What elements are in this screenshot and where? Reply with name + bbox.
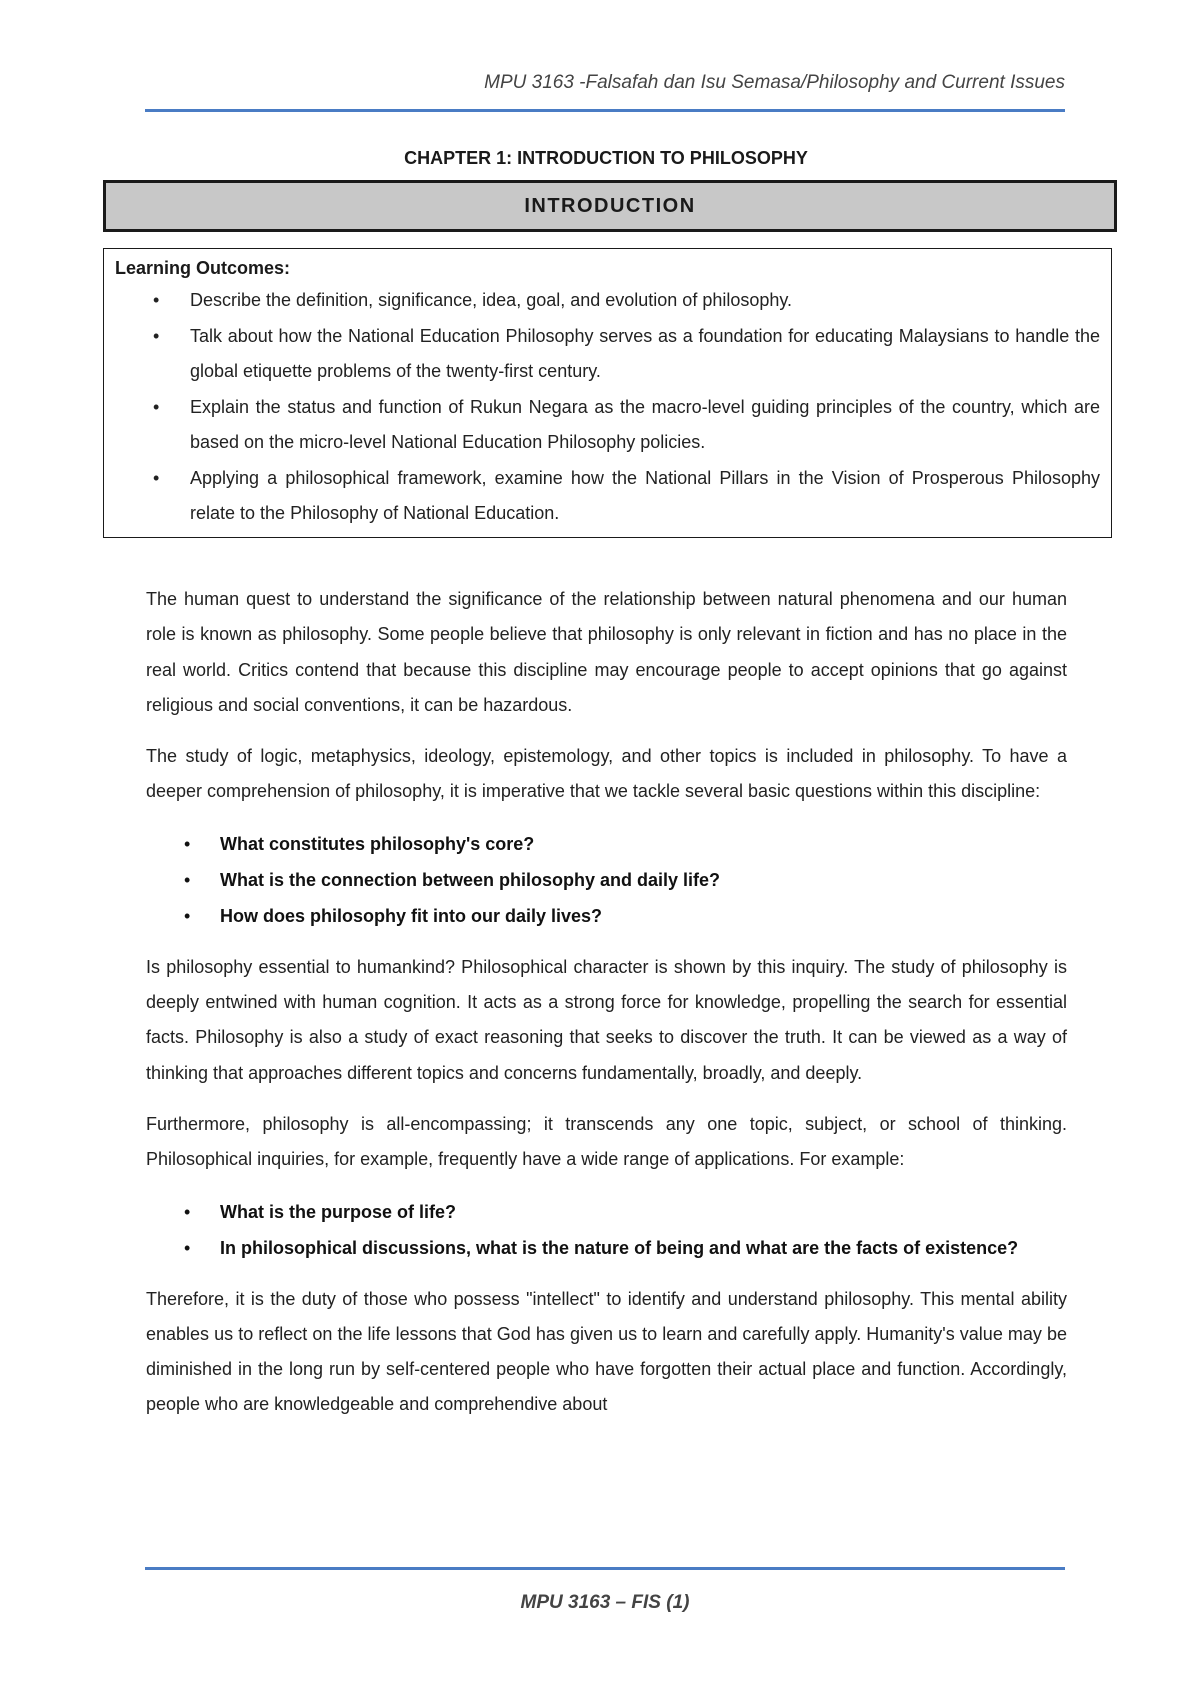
paragraph: Is philosophy essential to humankind? Philosophical character is shown by this inquiry. The study of philosophy is deeply entwined with human cognition. It acts as a strong force for knowledge, propelling the search for essential facts. Philosophy is also a study of exact reasoning that seeks to discover the truth. It can be viewed as a way of thinking that approaches different topics and concerns fundamentally, broadly, and deeply. (146, 956, 1067, 1083)
paragraph: Furthermore, philosophy is all-encompassing; it transcends any one topic, subject, or school of thinking. Philosophical inquiries, for example, frequently have a wide range of applications. For example: (146, 1113, 1067, 1170)
question-item: • What is the purpose of life? (146, 1194, 1067, 1230)
learning-outcome-item: • Explain the status and function of Rukun Negara as the macro-level guiding principles of the country, which are based on the micro-level National Education Philosophy policies. (115, 390, 1100, 461)
learning-outcome-item: • Applying a philosophical framework, examine how the National Pillars in the Vision of Prosperous Philosophy relate to the Philosophy of National Education. (115, 461, 1100, 532)
section-heading-box (103, 180, 1117, 232)
question-item: • What is the connection between philosophy and daily life? (146, 862, 1067, 898)
question-item: • How does philosophy fit into our daily lives? (146, 898, 1067, 934)
question-list (146, 1194, 1067, 1266)
learning-outcome-item: • Talk about how the National Education Philosophy serves as a foundation for educating Malaysians to handle the global etiquette problems of the twenty-first century. (115, 319, 1100, 390)
page-footer: MPU 3163 – FIS (1) (520, 1592, 690, 1613)
paragraph: The study of logic, metaphysics, ideology, epistemology, and other topics is included in philosophy. To have a deeper comprehension of philosophy, it is imperative that we tackle several basic questions within this discipline: (146, 746, 1067, 802)
header-rule (145, 109, 1065, 112)
paragraph: The human quest to understand the significance of the relationship between natural phenomena and our human role is known as philosophy. Some people believe that philosophy is only relevant in fiction and has no place in the real world. Critics contend that because this discipline may encourage people to accept opinions that go against religious and social conventions, it can be hazardous. (146, 589, 1067, 715)
learning-outcomes-box (103, 248, 1112, 538)
learning-outcome-item: • Describe the definition, significance, idea, goal, and evolution of philosophy. (115, 283, 1100, 319)
running-header: MPU 3163 -Falsafah dan Isu Semasa/Philosophy and Current Issues (484, 72, 1065, 93)
learning-outcomes-list (115, 283, 1100, 532)
footer-rule (145, 1567, 1065, 1570)
learning-outcomes-title: Learning Outcomes: (115, 258, 291, 278)
question-item: • What constitutes philosophy's core? (146, 826, 1067, 862)
question-item: • In philosophical discussions, what is the nature of being and what are the facts of existence? (146, 1230, 1067, 1266)
body-text (146, 582, 1067, 1439)
paragraph: Therefore, it is the duty of those who possess "intellect" to identify and understand philosophy. This mental ability enables us to reflect on the life lessons that God has given us to learn and carefully apply. Humanity's value may be diminished in the long run by self-centered people who have forgotten their actual place and function. Accordingly, people who are knowledgeable and comprehendive about (146, 1288, 1067, 1415)
section-heading: INTRODUCTION (524, 194, 696, 217)
question-list (146, 826, 1067, 934)
chapter-title: CHAPTER 1: INTRODUCTION TO PHILOSOPHY (404, 148, 808, 168)
